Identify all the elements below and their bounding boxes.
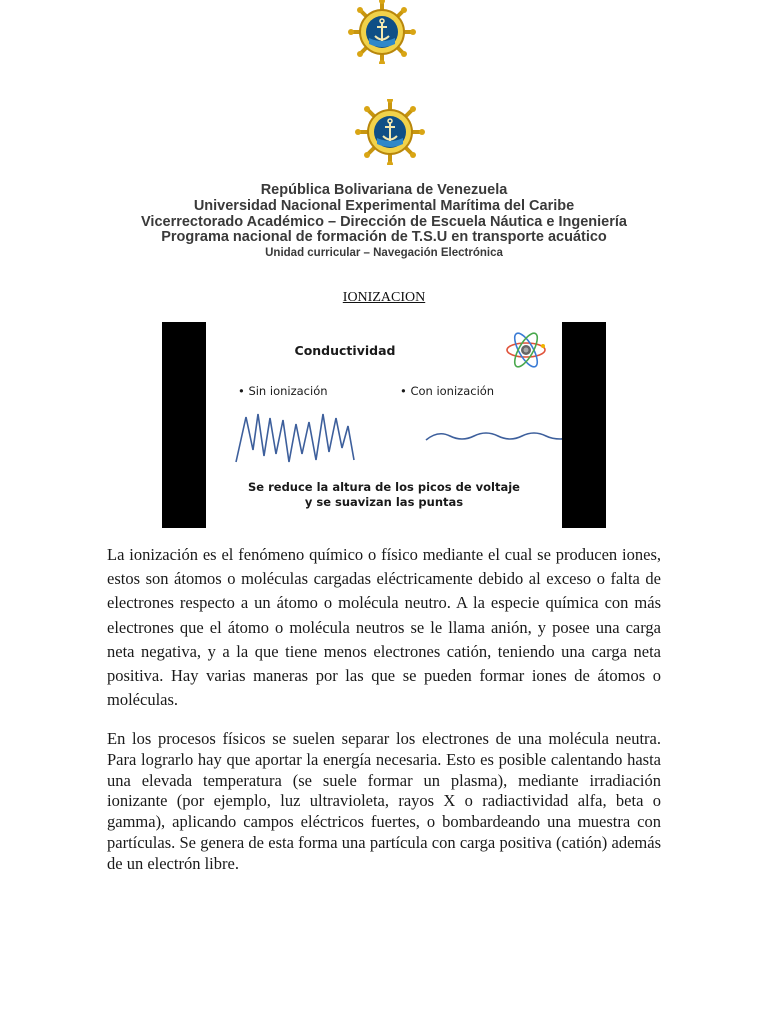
conductivity-figure <box>162 322 606 528</box>
ship-wheel-emblem-icon <box>355 99 425 165</box>
header-line-university: Universidad Nacional Experimental Marítima del Caribe <box>193 197 575 214</box>
header-line-vicerrectorado: Vicerrectorado Académico – Dirección de Escuela Náutica e Ingeniería <box>141 213 627 230</box>
voltage-waveforms <box>206 322 562 472</box>
institution-header <box>0 183 768 261</box>
figure-caption-line-1: Se reduce la altura de los picos de voltaje <box>248 480 520 494</box>
spiky-waveform <box>236 414 354 462</box>
figure-caption <box>206 480 562 509</box>
header-line-program: Programa nacional de formación de T.S.U en transporte acuático <box>161 229 607 246</box>
paragraph-ionization-definition: La ionización es el fenómeno químico o físico mediante el cual se producen iones, estos son átomos o moléculas cargadas eléctricamente debido al exceso o falta de electrones respecto a un átomo o molécula neutro. A la especie química con más electrones que el átomo o molécula neutros se le llama anión, y posee una carga neta negativa, y a la que tiene menos electrones catión, teniendo una carga neta positiva. Hay varias maneras por las que se pueden formar iones de átomos o moléculas. <box>107 545 661 710</box>
university-logo <box>355 99 425 165</box>
figure-caption-line-2: y se suavizan las puntas <box>304 494 464 509</box>
ship-wheel-emblem-icon <box>347 0 417 64</box>
header-line-republic: República Bolivariana de Venezuela <box>260 182 508 198</box>
figure-heading: Conductividad <box>294 343 396 358</box>
bullet-sin-ionizacion: • Sin ionización <box>238 384 328 398</box>
paragraph-physical-processes: En los procesos físicos se suelen separar los electrones de una molécula neutra. Para lograrlo hay que aportar la energía necesaria. Esto es posible calentando hasta una elevada temperatura (se suele formar un plasma), mediante irradiación ionizante (por ejemplo, luz ultravioleta, rayos X o radiactividad alfa, beta o gamma), aplicando campos eléctricos fuertes, o bombardeando una muestra con partículas. Se genera de esta forma una partícula con carga positiva (catión) además de un electrón libre. <box>107 729 661 873</box>
university-logo-top <box>347 0 417 64</box>
smooth-waveform <box>426 433 562 440</box>
document-title: IONIZACION <box>342 290 426 305</box>
header-line-course: Unidad curricular – Navegación Electrónica <box>265 247 503 260</box>
figure-slide <box>206 322 562 528</box>
bullet-con-ionizacion: • Con ionización <box>400 384 495 398</box>
